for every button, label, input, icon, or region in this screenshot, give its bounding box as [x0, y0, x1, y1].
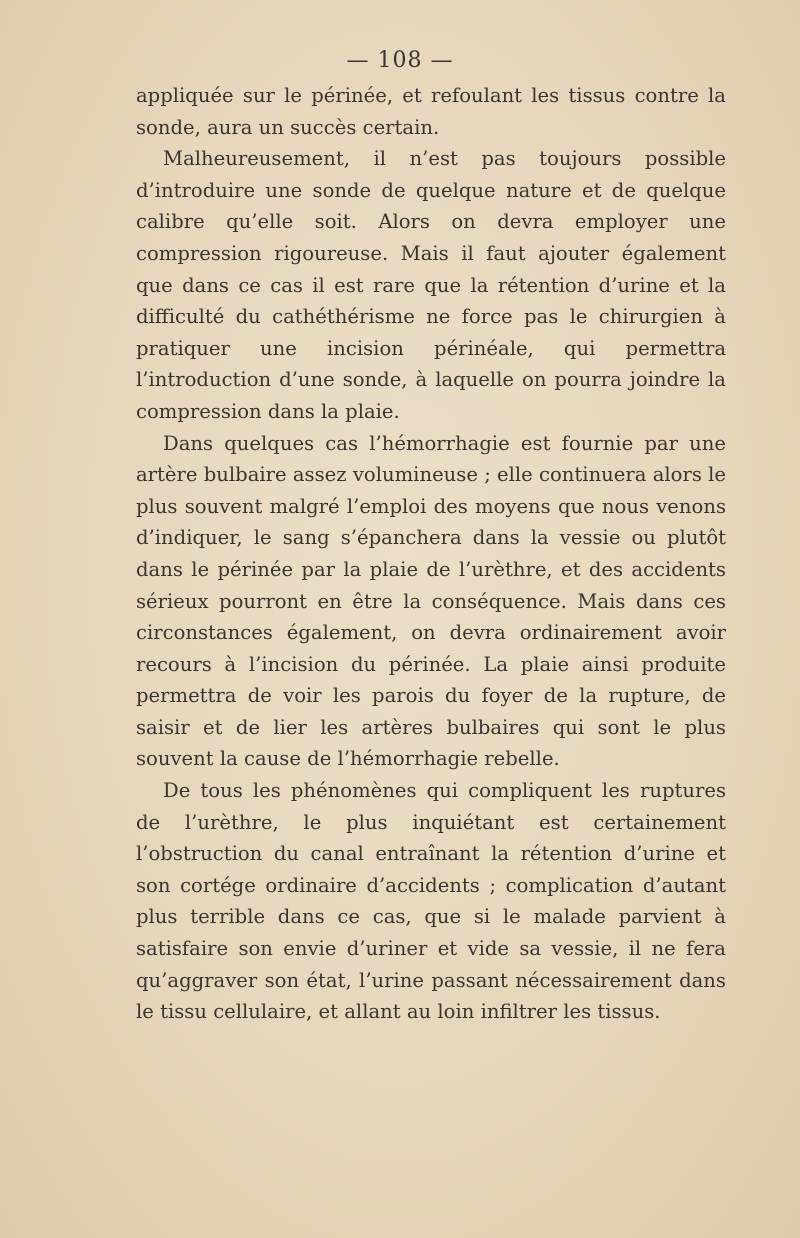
paragraph: Dans quelques cas l’hémorrhagie est fournie par une artère bulbaire assez volumineuse ; elle continuera alors le plus souvent malgré l’emploi des moyens que nous venons d’indiquer, le sang s’épanchera dans la vessie ou plutôt dans le périnée par la plaie de l’urèthre, et des accidents sérieux pourront en être la conséquence. Mais dans ces circonstances également, on devra ordinairement avoir recours à l’incision du périnée. La plaie ainsi produite permettra de voir les parois du foyer de la rupture, de saisir et de lier les artères bulbaires qui sont le plus souvent la cause de l’hémorrhagie rebelle.: [136, 431, 726, 771]
page-number: — 108 —: [346, 48, 454, 73]
paragraph: De tous les phénomènes qui compliquent les ruptures de l’urèthre, le plus inquiétant est certainement l’obstruction du canal entraînant la rétention d’urine et son cortége ordinaire d’accidents ; complication d’autant plus terrible dans ce cas, que si le malade parvient à satisfaire son envie d’uriner et vide sa vessie, il ne fera qu’aggraver son état, l’urine passant nécessairement dans le tissu cellulaire, et allant au loin infiltrer les tissus.: [136, 779, 726, 1024]
paragraph-continuation: appliquée sur le périnée, et refoulant les tissus contre la sonde, aura un succès certain.: [136, 84, 726, 139]
paragraph: Malheureusement, il n’est pas toujours possible d’introduire une sonde de quelque nature et de quelque calibre qu’elle soit. Alors on devra employer une compression rigoureuse. Mais il faut ajouter également que dans ce cas il est rare que la rétention d’urine et la difficulté du cathéthérisme ne force pas le chirurgien à pratiquer une incision périnéale, qui permettra l’introduction d’une sonde, à laquelle on pourra joindre la compression dans la plaie.: [136, 147, 726, 423]
body-text: [136, 80, 726, 1028]
